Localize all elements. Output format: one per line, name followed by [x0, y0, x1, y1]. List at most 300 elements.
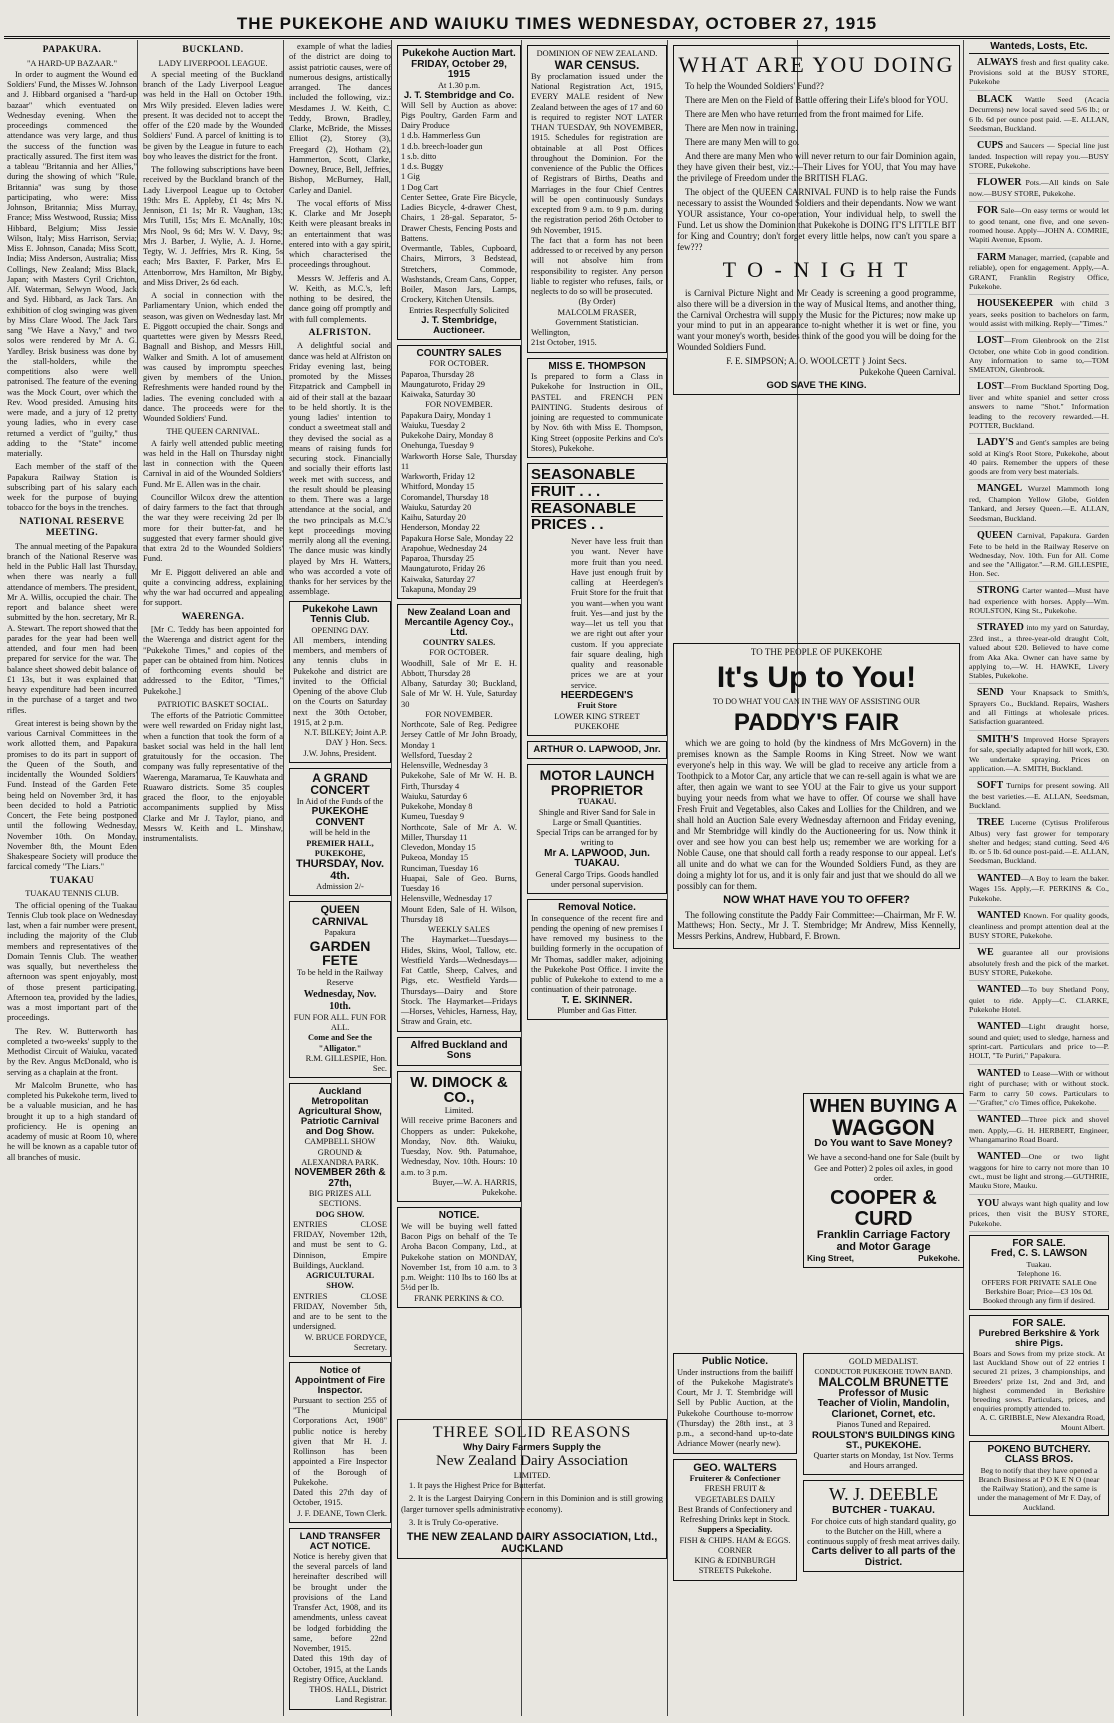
ad-title: Notice of Appointment of Fire Inspector. [294, 1365, 386, 1396]
ad-text: will be held in the [309, 828, 371, 838]
ad-text: Boars and Sows from my prize stock. At last Auckland Show out of 22 entries I secured 21 prizes, 3 championships, and Breeders' prize 1st, 2nd and 3rd, and highest commended in Berkshire breeding sows. Particulars, prices, and enquiries promptly attended to. [973, 1349, 1105, 1414]
list-item: Whitford, Monday 15 [401, 482, 475, 492]
classified-lead: LADY'S [977, 436, 1014, 448]
auction-mart-ad [397, 45, 521, 340]
ad-text: 3. It is Truly Co-operative. [409, 1517, 499, 1527]
ad-text: FISH & CHIPS. HAM & EGGS. [679, 1535, 791, 1545]
ad-text: At 1.30 p.m. [437, 80, 481, 90]
classified-lead: YOU [977, 1197, 1000, 1209]
classified-item [969, 177, 1109, 202]
ad-text: Dated this 19th day of October, 1915, at the Lands Registry Office, Auckland. [293, 1654, 387, 1684]
list-item: Takapuna, Monday 29 [401, 584, 477, 594]
list-item: Pukeoa, Monday 15 [401, 853, 469, 863]
ad-text: Suppers a Speciality. [697, 1525, 773, 1535]
ad-subtitle: TUAKAU. [577, 797, 617, 807]
list-item: Kumeu, Tuesday 9 [401, 812, 465, 822]
list-item: 1 d.s. Buggy [401, 162, 444, 172]
section-subheading: THE QUEEN CARNIVAL. [166, 427, 260, 437]
classified-item [969, 984, 1109, 1018]
ad-title: New Zealand Loan and Mercantile Agency Coy., Ltd. [404, 607, 514, 639]
classified-item [969, 205, 1109, 248]
ad-title: Pukekohe Auction Mart. [402, 48, 516, 59]
ad-text: We have a second-hand one for Sale (built by Gee and Potter) 2 poles oil axles, in good order. [807, 1153, 960, 1183]
ad-text: 21st October, 1915. [531, 338, 597, 348]
ad-text: In consequence of the recent fire and pending the opening of new premises I have removed my business to the building formerly in the occupation of Mr Thomas, saddler maker, adjoining the Pukekohe Post Office. I invite the public of Pukekohe to extend to me a continuation of their patronage. [531, 913, 663, 995]
ad-text: Pursuant to section 255 of "The Municipal Corporations Act, 1908" public notice is hereby given that Mr H. J. Rollinson has been appointed a Fire Inspector of the Borough of Pukekohe. [293, 1395, 387, 1487]
classified-text: Carnival, Papakura. Garden Fete to be held in the Railway Reserve on Wednesday, Nov. 10th. Fun for All. Come and see the "Alligator."—R.M. GILLESPIE, Hon. Sec. [969, 530, 1109, 579]
ad-title: PRICES . . [531, 516, 604, 534]
section-heading: ALFRISTON. [308, 327, 372, 338]
ad-text: AGRICULTURAL SHOW. [305, 1271, 375, 1291]
list-item: 1 s.b. ditto [401, 151, 437, 161]
ad-text: Wellington, [531, 328, 571, 338]
ad-text: We will be buying well fatted Bacon Pigs on behalf of the Te Aroha Bacon Company, Ltd., at Pukekohe station on MONDAY, November 1st, from 10 a.m. to 3 p.m. Weight: 110 lbs to 160 lbs at 5½d per lb. [401, 1221, 517, 1293]
classified-lead: BLACK [977, 93, 1013, 105]
ad-firm: J. T. Stembridge and Co. [403, 89, 515, 101]
ad-title: REASONABLE [531, 501, 663, 518]
show-ad [289, 1083, 391, 1357]
classified-item [969, 57, 1109, 91]
ad-title: LAND TRANSFER ACT NOTICE. [299, 1530, 381, 1552]
ad-subtitle: Limited. [444, 1106, 474, 1116]
article-paragraph: The following subscriptions have been received by the Buckland branch of the Lady Liverpool League up to October 19th: Mrs E. Appleby, £1 4s; Mrs N. Jennison, £1 1s; Mr R. Vaughan, 13s; Mrs Tutill, 15s; Mrs E. McAnally, 10s; Mrs Nool, 9s 6d; Mrs W. V. Davy, 9s; Mrs J. Barber, J. Wylie, A. J. Horne, Tegty, W. J. Jeffries, Mrs R. King, 5s each; Mrs Baxter, F. Parker, Mrs E. Attenborrow, Mrs Hamilton, Mr Bigby, and Miss Driver, 2s 6d each. [143, 165, 283, 287]
ad-text: DOG SHOW. [315, 1209, 365, 1219]
ad-title: Removal Notice. [558, 902, 636, 914]
ad-title: GARDEN FETE [309, 937, 371, 969]
list-item: Huapai, Sale of Geo. Burns, Tuesday 16 [401, 873, 517, 894]
ad-text: ROULSTON'S BUILDINGS KING ST., PUKEKOHE. [811, 1429, 955, 1451]
classified-text: fresh and first quality cake. Provisions sold at the BUSY STORE, Pukekohe [969, 57, 1109, 87]
list-item: Kaiwaka, Saturday 27 [401, 574, 476, 584]
article-paragraph: Mr Malcolm Brunette, who has completed his Pukekohe term, lived to be a valuable musician, and he has brought it up to a high standard of proficiency. He is opening an academy of music at Room 10, where he will be known as a capable tutor of all branches of music. [7, 1080, 137, 1162]
list-item: 1 d.b. Hammerless Gun [401, 131, 481, 141]
ad-text: Woodhill, Sale of Mr E. H. Abbott, Thursday 28 [401, 658, 517, 678]
classified-item [969, 585, 1109, 619]
paddys-fair-ad [673, 643, 960, 949]
concert-ad [289, 768, 391, 897]
ad-text: Overmantle, Tables, Cupboard, Chairs, Mirrors, 3 Bedstead, Stretchers, Commode, Washstands, Cream Cans, Copper, Boiler, Mason Jars, Lamps, Crockery, Kitchen Utensils. [401, 244, 517, 305]
article-paragraph: Each member of the staff of the Papakura Railway Station is subscribing part of his salary each week for the purpose of buying tobacco for the boys in the trenches. [7, 462, 137, 513]
ad-subtitle: OPENING DAY. [311, 625, 369, 635]
section-subheading: "A HARD-UP BAZAAR." [26, 58, 118, 68]
classified-text: guarantee all our provisions absolutely fresh and the pick of the market. BUSY STORE, Pukekohe. [969, 947, 1109, 977]
ad-title: PADDY'S FAIR [733, 709, 900, 737]
list-item: Helensville, Wednesday 3 [401, 761, 488, 771]
ad-subtitle: FOR OCTOBER. [429, 359, 489, 369]
ad-text: 2. It is the Largest Dairying Concern in this Dominion and is still growing (larger turnover spells administrative economy). [401, 1494, 663, 1514]
ad-title: MISS E. THOMPSON [548, 360, 646, 372]
ad-text: Center Settee, Grate Fire Bicycle, Ladies Bicycle, 4-drawer Chest, Chairs, 1 28-gal. Separator, 5-Drawer Chests, Fencing Posts and Battens. [401, 192, 517, 243]
masthead: THE PUKEKOHE AND WAIUKU TIMES WEDNESDAY, OCTOBER 27, 1915 [4, 14, 1110, 39]
ad-text: To be held in the Railway Reserve [296, 968, 384, 988]
ad-subtitle: NOW WHAT HAVE YOU TO OFFER? [723, 893, 910, 906]
ad-text: Notice is hereby given that the several parcels of land hereinafter described will be brought under the provisions of the Land Transfer Act, 1908, and its amendments, unless caveat be lodged forbidding the same, before 22nd November, 1915. [293, 1551, 387, 1654]
ad-text: 1. It pays the Highest Price for Butterfat. [409, 1481, 546, 1491]
list-item: 1 Dog Cart [401, 182, 439, 192]
ad-signature: Government Statistician. [555, 317, 639, 327]
ad-address [807, 1253, 960, 1263]
ad-text: Under instructions from the bailiff of the Pukekohe Magistrate's Court, Mr J. T. Stembridge will Sell by Public Auction, at the Pukekohe Courthouse to-morrow (Thursday) the 28th inst., at 3 p.m., a second-hand up-to-date Adriance Mower (nearly new). [677, 1367, 793, 1449]
classified-item [969, 1198, 1109, 1232]
classified-item [969, 1068, 1109, 1111]
list-item: Pukekohe, Sale of Mr W. H. B. Firth, Thursday 4 [401, 771, 517, 791]
ad-signature: LOWER KING STREET PUKEKOHE [554, 711, 640, 731]
ad-title: It's Up to You! [716, 660, 917, 694]
article-paragraph: A social in connection with the Parliamentary Union, which ended the season, was given on Wednesday last. Mr E. Piggott occupied the chair. Songs and quartettes were given by Messrs Reed, Bagnall and Bishop, and Messrs Hill, Walker and Smith. A lot of amusement was caused by impromptu speeches given by members of the Union. Refreshments were handed round by the ladies. The evening concluded with a dance. The proceeds were for the Wounded Soldiers' Fund. [143, 291, 283, 424]
ad-subtitle: Teacher of Violin, Mandolin, Clarionet, Cornet, etc. [817, 1398, 950, 1420]
ad-subtitle: FOR OCTOBER. [429, 648, 489, 658]
list-item: Paparoa, Thursday 28 [401, 369, 475, 379]
ad-subtitle: Purebred Berkshire & York shire Pigs. [978, 1328, 1100, 1350]
ad-date: Wednesday, Nov. 10th. [303, 988, 377, 1012]
ad-text: TO DO WHAT YOU CAN IN THE WAY OF ASSISTING OUR [712, 697, 921, 707]
classified-lead: WANTED [977, 1021, 1021, 1033]
ad-text: And there are many Men who will never return to our fair Dominion again, they have given their best, viz.:—Their Lives for YOU, that You may have the privilege of Freedom under the BRITISH FLAG. [677, 151, 956, 183]
ad-title: WAGGON [832, 1114, 935, 1140]
ad-text: Is prepared to form a Class in Pukekohe for Instruction in OIL, PASTEL and FRENCH PEN PAINTING. Students desirous of joining are requested to communicate by Nov. 6th with Miss E. Thompson, King Street (opposite Perkins and Co's Stores), Pukekohe. [531, 372, 663, 453]
loan-agency-ad [397, 604, 521, 1031]
ad-subtitle: Franklin Carriage Factory [816, 1229, 951, 1242]
section-subheading: LADY LIVERPOOL LEAGUE. [158, 58, 268, 68]
classified-item [969, 530, 1109, 583]
list-item: Mount Eden, Sale of H. Wilson, Thursday 18 [401, 904, 517, 924]
classified-text: Known. For quality goods, cleanliness and prompt attention deal at the BUSY STORE, Pukekohe. [969, 910, 1109, 940]
ad-signature: THOS. HALL, District Land Registrar. [309, 1685, 387, 1705]
classified-lead: WANTED [977, 1114, 1021, 1125]
classified-text: with child 3 years, seeks position to bachelors on farm, would assist with milking. Reply—"Times." [969, 298, 1109, 328]
ad-signature: Buyer,—W. A. HARRIS, Pukekohe. [432, 1177, 517, 1198]
ad-text: Telephone 16. [1016, 1268, 1062, 1278]
ad-text: Never have less fruit than you want. Never have more fruit than you need. Have just enough fruit by calling at Heerdegen's Fruit Store for the fruit that you want—when you want fruit. Yes—and just by the way—let us tell you that we are right out after your custom. If you appreciate fair square dealing, high quality and reasonable prices we are at your service. [571, 537, 663, 690]
list-item: Waiuku, Tuesday 2 [401, 420, 466, 430]
list-item: Maungaturoto, Friday 29 [401, 379, 485, 389]
ad-title: FOR SALE. [1012, 1317, 1066, 1329]
list-item: Waiuku, Saturday 20 [401, 502, 472, 512]
list-item: Warkworth, Friday 12 [401, 472, 475, 482]
ad-signature: J.W. Johns, President. [303, 748, 377, 758]
sales-list [401, 720, 517, 925]
section-heading: TUAKAU [49, 875, 95, 886]
article-paragraph: A delightful social and dance was held at Alfriston on Friday evening last, being promoted by the Misses Fitzpatrick and Campbell in aid of their stall at the bazaar to be held shortly. It is the young ladies' intention to conduct a sweetmeat stall and they devised the social as a means of raising funds for securing stock. Financially and socially their efforts last week met with success, and the result should be pleasing to them. There was a large attendance at the social, and the two principals as M.C.'s kept proceedings moving merrily along all the evening. The dance music was kindly played by Mrs H. Watters, who was accorded a vote of thanks for her services by the assemblage. [289, 341, 391, 597]
list-item: Runciman, Tuesday 16 [401, 863, 479, 873]
classified-item [969, 381, 1109, 434]
ad-signature: R.M. GILLESPIE, Hon. Sec. [305, 1053, 387, 1074]
ad-text: (By Order) [578, 297, 616, 307]
brunette-wrap [800, 1350, 967, 1720]
ad-text: The Haymarket—Tuesdays—Hides, Skins, Wool, Tallow, etc. Westfield Yards—Wednesdays—Fat Cattle, Sheep, Calves, and Pigs, etc. Westfield Yards—Thursdays—Dairy and Store Stock. The Haymarket—Fridays—Horses, Vehicles, Harness, Hay, Straw and Grain, etc. [401, 935, 517, 1027]
classified-lead: FARM [977, 251, 1007, 263]
ad-signature: Mr A. LAPWOOD, Jun. TUAKAU. [544, 847, 650, 870]
ad-title: FOR SALE. [1012, 1237, 1066, 1249]
classified-text: —A Boy to learn the baker. Wages 15s. Apply,—F. PERKINS & Co., Pukekohe. [969, 873, 1109, 903]
ad-text: Best Brands of Confectionery and Refreshing Drinks kept in Stock. [678, 1504, 792, 1525]
ad-title: COUNTRY SALES [416, 347, 502, 359]
ad-text: General Cargo Trips. Goods handled under personal supervision. [535, 869, 659, 889]
ad-title: THREE SOLID REASONS [432, 1424, 632, 1441]
ad-text: ENTRIES CLOSE FRIDAY, November 5th, and are to be sent to the undersigned. [293, 1291, 387, 1332]
classified-item [969, 140, 1109, 174]
ad-signature: J. F. DEANE, Town Clerk. [297, 1508, 387, 1518]
article-paragraph: [Mr C. Teddy has been appointed for the Waerenga and district agent for the "Pukekohe Times," and copies of the paper can be obtained from him. Notices of forthcoming events should be addressed to the Editor, "Times," Pukekohe.] [143, 625, 283, 696]
list-item: Henderson, Monday 22 [401, 523, 480, 533]
ad-signature: A. C. GRIBBLE, New Alexandra Road, Mount Albert. [980, 1413, 1105, 1432]
classified-item [969, 622, 1109, 684]
classified-lead: LOST [977, 335, 1004, 347]
ad-subtitle: and Motor Garage [836, 1240, 931, 1253]
ad-text: Will Sell by Auction as above: Pigs Poultry, Garden Farm and Dairy Produce [401, 100, 517, 131]
classified-text: —From Glenbrook on the 21st October, one white Cob in good condition. Any information to same to,—TOM SMEATON, Glenbrook. [969, 336, 1109, 375]
classified-text: and Gent's samples are being sold at King's Root Store, Pukekohe, about 40 pairs. Remember the uppers of these goods are from very best materials. [969, 437, 1109, 477]
removal-notice-ad [527, 899, 667, 1020]
ad-text: Special Trips can be arranged for by writing to [536, 828, 658, 848]
ad-text: Admission 2/- [316, 882, 364, 892]
article-paragraph: Councillor Wilcox drew the attention of dairy farmers to the fact that through the war they were receiving 2d per lb more for their butter-fat, and he suggested that every farmer should give that extra 2d to the Wounded Soldiers' Fund. [143, 492, 283, 564]
list-item: Kaihu, Saturday 20 [401, 513, 466, 523]
list-item: Clevedon, Monday 15 [401, 843, 476, 853]
classified-item [969, 734, 1109, 777]
article-paragraph: Mr E. Piggott delivered an able and quite a convincing address, explaining why the war had occurred and appealing for support. [143, 567, 283, 608]
sales-list [401, 370, 517, 401]
ad-subtitle: WEEKLY SALES [428, 925, 490, 935]
classified-lead: LOST [977, 381, 1004, 393]
article-paragraph: The annual meeting of the Papakura branch of the National Reserve was held in the Public Hall last Thursday, when there was nearly a full attendance of members. The president, Mr A. Willis, occupied the chair. The report and balance sheet were submitted by the hon. secretary, Mr R. A. Stewart. The report showed that the parades for the year had been well attended, and four men had been prepared for service for the war. The balance sheet showed debit balance of £1 13s, but it was explained that heavy expenditure had been incurred in the purchase of a target and two rifles. [7, 541, 137, 715]
ad-title: SEASONABLE [531, 467, 663, 484]
ad-text: King Street, [807, 1253, 854, 1264]
ad-title: A GRAND CONCERT [310, 770, 370, 798]
ad-signature: W. BRUCE FORDYCE, Secretary. [304, 1332, 387, 1352]
classified-text: Turnips for present sowing. All the best varieties.—E. ALLAN, Seedsman, Buckland. [969, 780, 1109, 810]
ad-text: Tuakau. [1026, 1259, 1052, 1269]
ad-title: MOTOR LAUNCH PROPRIETOR [539, 767, 655, 798]
brunette-ad [803, 1353, 964, 1475]
list-item: Pukekohe, Monday 8 [401, 802, 473, 812]
ad-signature: N.T. BILKEY; Joint A.P. DAY } Hon. Secs. [303, 728, 387, 748]
pokeno-butchery-ad [969, 1441, 1109, 1516]
ad-subtitle: Fruiterer & Confectioner [689, 1474, 781, 1484]
classified-item [969, 298, 1109, 332]
buckland-sons-ad [397, 1037, 521, 1066]
paddys-fair-ad-wrap [670, 640, 963, 1120]
ad-text: Quarter starts on Monday, 1st Nov. Terms and Hours arranged. [813, 1450, 954, 1470]
ad-subtitle: COUNTRY SALES. [422, 638, 496, 648]
article-paragraph: A special meeting of the Buckland branch of the Lady Liverpool League was held in the Hall on October 19th. Mrs Wily presided. Eleven ladies were present. It was decided not to accept the offer of the £20 made by the Wounded Soldiers' Fund. A parcel of knitting is to be given by the League in future to each boy who leaves the district for the front. [143, 69, 283, 161]
section-heading: BUCKLAND. [182, 45, 244, 55]
classified-text: —To buy Shetland Pony, quiet to ride. Apply—C. CLARKE, Pukekohe Hotel. [969, 985, 1109, 1015]
ad-title: QUEEN CARNIVAL [311, 904, 368, 928]
motor-launch-ad [527, 764, 667, 894]
classified-lead: SEND [977, 687, 1004, 699]
section-heading: PAPAKURA. [42, 45, 102, 55]
classified-list [969, 57, 1109, 1232]
ad-signature: J. T. Stembridge, Auctioneer. [421, 314, 497, 336]
classified-lead: QUEEN [977, 529, 1013, 541]
ad-title: Auckland Metropolitan Agricultural Show, Patriotic Carnival and Dog Show. [298, 1086, 382, 1138]
classified-text: —Light draught horse, sound and quiet; used to sledge, harness and sprint-cart. Particulars and price to—P. HOLT, "Te Puriri," Papakura. [969, 1022, 1109, 1061]
classified-item [969, 910, 1109, 944]
ad-text: Carts deliver to all parts of the District. [811, 1546, 956, 1568]
ad-title: Public Notice. [701, 1356, 769, 1367]
column-buckland [140, 42, 286, 1717]
ad-title: ARTHUR O. LAPWOOD, Jnr. [533, 744, 661, 756]
ad-subtitle: Fred, C. S. LAWSON [990, 1248, 1088, 1260]
ad-subtitle: BUTCHER - TUAKAU. [832, 1505, 935, 1517]
classified-item [969, 483, 1109, 526]
waggon-ad-wrap [800, 1090, 967, 1330]
classified-text: —Three pick and shovel men. Apply,—G. H. HERBERT, Engineer, Whangamarino Road Board. [969, 1115, 1109, 1144]
ad-text: BIG PRIZES ALL SECTIONS. [308, 1189, 372, 1209]
list-item: Helensville, Wednesday 17 [401, 894, 493, 904]
classified-lead: STRONG [977, 585, 1020, 597]
article-paragraph: The official opening of the Tuakau Tennis Club took place on Wednesday last, when a fair number were present, including the majority of the Club members and representatives of the Domain Tennis Club. The weather was squally, but nevertheless the afternoon was spent enjoyably, most of those present participating. Afternoon tea, provided by the ladies, was a most important part of the proceedings. [7, 900, 137, 1023]
ad-subtitle: FOR NOVEMBER. [425, 400, 493, 410]
classified-lead: FOR [977, 205, 999, 217]
classified-lead: WANTED [977, 909, 1021, 921]
classified-lead: WANTED [977, 984, 1021, 996]
ad-date: FRIDAY, October 29, 1915 [411, 58, 507, 80]
tennis-club-ad [289, 601, 391, 763]
classified-item [969, 1021, 1109, 1064]
ad-signature: THE NEW ZEALAND DAIRY ASSOCIATION, Ltd., AUCKLAND [406, 1531, 658, 1555]
list-item: Pukekohe Dairy, Monday 8 [401, 431, 494, 441]
garden-fete-ad [289, 901, 391, 1078]
classified-item [969, 335, 1109, 378]
ad-text: KING & EDINBURGH STREETS Pukekohe. [694, 1556, 776, 1576]
ad-text: All members, intending members, and members of any tennis clubs in Pukekohe and district are invited to the Official Opening of the above Club on the Courts on Saturday next the 30th October, 1915, at 2 p.m. [293, 635, 387, 727]
ad-text: FRESH FRUIT & VEGETABLES DAILY [694, 1484, 776, 1504]
heerdegen-ad [527, 463, 667, 736]
classified-text: Carter wanted—Must have had experience with horses. Apply—Wm. ROULSTON, King St., Pukekohe. [969, 586, 1109, 616]
classified-text: Your Knapsack to Smith's, Sprayers Co., Buckland. Repairs, Washers and all Fittings at wholesale prices. Satisfaction guaranteed. [969, 688, 1109, 727]
ad-text: CONDUCTOR PUKEKOHE TOWN BAND. [814, 1367, 953, 1377]
ad-text: FUN FOR ALL. FUN FOR ALL. [293, 1012, 387, 1033]
ad-title: PUKEKOHE CONVENT [311, 806, 369, 828]
list-item: Kaiwaka, Saturday 30 [401, 390, 476, 400]
section-heading: NATIONAL RESERVE MEETING. [19, 516, 125, 539]
classified-lead: ALWAYS [977, 56, 1018, 68]
lawson-sale-ad [969, 1235, 1109, 1310]
classified-lead: WANTED [977, 1151, 1021, 1163]
ad-text: Beg to notify that they have opened a Branch Business at P O K E N O (near the Railway Station), and the same is under the management of Mr F. Day, of Auckland. [977, 1465, 1101, 1512]
ad-title: New Zealand Dairy Association [435, 1453, 629, 1470]
list-item: Coromandel, Thursday 18 [401, 492, 489, 502]
ad-title: POKENO BUTCHERY. [987, 1443, 1091, 1455]
auction-items [401, 131, 517, 193]
article-paragraph: In order to augment the Wound ed Soldiers' Fund, the Misses W. Johnson and J. Hibbard organised a "hard-up bazaar" which eventuated on Wednesday evening. When the proceedings commenced the attendance was very large, and thus the success of the function was practically assured. The first item was a tableau "Britannia and her Allies," during the showing of which "Rule, Britannia" was sung by those participating, who were: Miss Johnson, Britannia; Miss Murray, France; Miss Westwood, Russia; Miss Hibbard, Belgium; Miss Jessie Wilson, Italy; Miss Harrison, Servia; Miss E. Johnson, Canada; Miss Scott, India; Miss Anderson, Australia; Miss Collings, New Zealand; Miss Black, Japan; with Masters Cyril Crichton, Alf. Waterman, Selwyn Wood, Jack and Syd. Hibbard, as Jack Tars. An exhibition of clog swinging was given by Miss Clare Wood. The Jack Tars sang "We Have a Navy," and two solos were rendered by Mr A. G. Yardley. Brisk business was done by the stall-holders, while the competitions also were well patronised. The feature of the evening was the Mock Court, over which the Rev. Wood presided. Amusing hits were made, and a jury of 12 pretty young ladies, who in every case returned a verdict of "guilty," thus adding to the "State" income materially. [7, 69, 137, 459]
lapwood-ad [527, 741, 667, 759]
ad-text: Will receive prime Baconers and Choppers as under: Pukekohe, Monday, Nov. 8th. Waiuku, Tuesday, Nov. 9th. Patumahoe, Wednesday, Nov. 10th. Hours: 10 a.m. to 3 p.m. [401, 1116, 517, 1177]
waggon-ad [803, 1093, 964, 1268]
ad-title: FRUIT . . . [531, 484, 663, 501]
classified-lead: FLOWER [977, 177, 1022, 189]
ad-signature: F. E. SIMPSON; A. O. WOOLCETT } Joint Secs. [726, 356, 907, 367]
ad-text: which we are going to hold (by the kindness of Mrs McGovern) in the premises known as the Sample Rooms in King Street. Now we want everyone's help in this way. We will be glad to receive any article from a Toothpick to a Motor Car, any article that we can re-sell again is what we are after, then again we want to see YOU at the Fair to give us your support buying your needs from what we have to offer. Of course we shall have Fresh Fruit and Vegetables, also Cakes and Lollies for the Children, and we shall hold an Auction Sale every Wednesday afternoon and Friday evening, and Mr Stembridge will kindly do the Auctioneering for us. Now think it over and see how you can best help us; remember we are working for a Noble Cause, one that should call forth a ready response to our appeal. Let's all unite and do what we can for the Wounded Soldiers Fund, as they are doing a mighty lot for us, and it is only fair and just that we should do all we possibly can for them. [677, 738, 956, 891]
nzda-ad [397, 1419, 667, 1559]
country-sales-ad [397, 345, 521, 599]
deeble-ad [803, 1480, 964, 1572]
ad-title: W. J. DEEBLE [828, 1484, 939, 1505]
ad-title: GEO. WALTERS [693, 1461, 777, 1474]
ad-text: Pukekohe. [918, 1253, 960, 1264]
what-are-you-doing-ad [673, 45, 960, 395]
ad-text: CORNER [718, 1545, 752, 1555]
classified-item [969, 94, 1109, 137]
classified-text: always want high quality and low prices, then visit the BUSY STORE, Pukekohe. [969, 1198, 1109, 1228]
ad-text: Shingle and River Sand for Sale in Large or Small Quantities. [538, 807, 656, 827]
classified-item [969, 1151, 1109, 1194]
ad-subtitle: Professor of Music [838, 1387, 929, 1399]
ad-text: CAMPBELL SHOW GROUND & ALEXANDRA PARK. [301, 1137, 379, 1167]
ad-signature: T. E. SKINNER. [561, 994, 633, 1006]
list-item: Northcote, Sale of Reg. Pedigree Jersey Cattle of Mr John Broady, Monday 1 [401, 720, 517, 750]
classified-item [969, 780, 1109, 814]
ad-signature: HEERDEGEN'S [560, 689, 634, 701]
ad-text: Dated this 27th day of October, 1915. [293, 1488, 387, 1508]
article-paragraph: The vocal efforts of Miss K. Clarke and Mr Joseph Keith were pleasant breaks in an entertainment that was entered into with a gay spirit, which characterised the proceedings throughout. [289, 198, 391, 270]
classified-lead: HOUSEKEEPER [977, 297, 1054, 309]
column-papakura [4, 42, 140, 1717]
ad-title: COOPER & CURD [830, 1187, 937, 1231]
ad-subtitle: FOR NOVEMBER. [425, 709, 493, 719]
ad-subtitle: Why Dairy Farmers Supply the [463, 1441, 601, 1453]
list-item: Onehunga, Tuesday 9 [401, 441, 474, 451]
ad-text: There are Men on the Field of Battle offering their Life's blood for YOU. [685, 95, 949, 106]
war-census-ad [527, 45, 667, 353]
sales-list [401, 411, 517, 596]
ad-signature: Plumber and Gas Fitter. [557, 1006, 637, 1016]
ad-title: WHEN BUYING A [809, 1096, 958, 1116]
classified-text: Wattle Seed (Acacia Decurrens) new local saved seed 5/6 lb.; or 6 lb. 6d per ounce post paid. —E. ALLAN, Seedsman, Buckland. [969, 94, 1109, 133]
ad-text: The following constitute the Paddy Fair Committee:—Chairman, Mr F. W. Matthews; Hon. Secty., Mr J. T. Stembridge; Mr Andrew, Miss Kennelly, Messrs Perkins, Andrew, Hubbard, F. Brown. [677, 909, 956, 942]
ad-subtitle: CLASS BROS. [1004, 1454, 1074, 1466]
classified-lead: CUPS [977, 140, 1004, 152]
classified-text: into my yard on Saturday, 23rd inst., a three-year-old draught Colt, valued about £20. Believed to have come from Aka Aka. Owner can have same by applying to,—W. H. HAWKE, Livery Stables, Pukekohe. [969, 623, 1109, 680]
ad-text: For choice cuts of high standard quality, go to the Butcher on the Hill, where a continuous supply of fresh meat arrives daily. [807, 1516, 960, 1547]
classified-text: —One or two light waggons for hire to carry not more than 10 cwt., must be light and strong.—GUTHRIE, Mauku Store, Mauku. [969, 1152, 1109, 1191]
thompson-ad [527, 358, 667, 459]
ad-title: Pukekohe Lawn Tennis Club. [302, 603, 378, 626]
classified-lead: MANGEL [977, 483, 1022, 495]
column-three [286, 42, 394, 1717]
nzda-ad-wrap [394, 1416, 670, 1716]
list-item: 1 Gig [401, 172, 420, 182]
article-paragraph: Great interest is being shown by the various Carnival Committees in the work allotted them, and Papakura promises to do its part in support of the Queen of the South, and incidentally the Wounded Soldiers' Fund. Instead of the Garden Fete being held on November 3rd, it has been decided to hold a Patriotic Concert, the Fete being postponed until the following Wednesday, November 10th. On Monday, November 8th, the Mount Eden Shakespeare Society will produce the farcical comedy "The Liars." [7, 718, 137, 872]
list-item: Maungaturoto, Friday 26 [401, 564, 485, 574]
list-item: Paparoa, Thursday 25 [401, 554, 475, 564]
classified-lead: TREE [977, 817, 1005, 829]
berkshire-sale-ad [969, 1315, 1109, 1436]
ad-signature: Pukekohe Queen Carnival. [859, 367, 956, 378]
section-heading: Wanteds, Losts, Etc. [969, 42, 1109, 54]
ad-text: GOLD MEDALIST. [848, 1357, 919, 1366]
ad-signature: Fruit Store [577, 701, 617, 711]
classified-item [969, 252, 1109, 295]
fire-inspector-notice [289, 1362, 391, 1523]
list-item: Northcote, Sale of Mr A. W. Miller, Thursday 11 [401, 822, 517, 842]
classified-text: Wurzel Mammoth long red, Champion Yellow Globe, Golden Tankard, and Jersey Queen.—E. ALLAN, Seedsman, Buckland. [969, 484, 1109, 523]
dimock-ad [397, 1071, 521, 1203]
classified-text: Lucerne (Cytisus Proliferous Albus) very fast grower for temporary shelter and hedges; stand cutting. Seed 4/6 lb. or 5 lb. 6d ounce post-paid.—E. ALLAN, Seedsman, Buckland. [969, 818, 1109, 866]
section-subheading: PATRIOTIC BASKET SOCIAL. [157, 699, 269, 709]
classified-text: Pots.—All kinds on Sale now.—BUSY STORE, Pukekohe. [969, 178, 1109, 198]
article-paragraph: Messrs W. Jefferis and A. W. Keith, as M.C.'s, left nothing to be desired, the dance going off promptly and with full complements. [289, 273, 391, 324]
ad-subtitle: TO THE PEOPLE OF PUKEKOHE [750, 647, 883, 657]
column-classifieds [966, 42, 1112, 1717]
classified-item [969, 687, 1109, 730]
classified-text: —From Buckland Sporting Dog, liver and white spaniel and setter cross answers to name "Shot." Information leading to the recovery rewarded.—H. POTTER, Buckland. [969, 382, 1109, 430]
ad-title: Alfred Buckland and Sons [410, 1039, 508, 1062]
list-item: Arapohue, Wednesday 24 [401, 543, 487, 553]
ad-text: To help the Wounded Soldiers' Fund?? [685, 81, 824, 92]
